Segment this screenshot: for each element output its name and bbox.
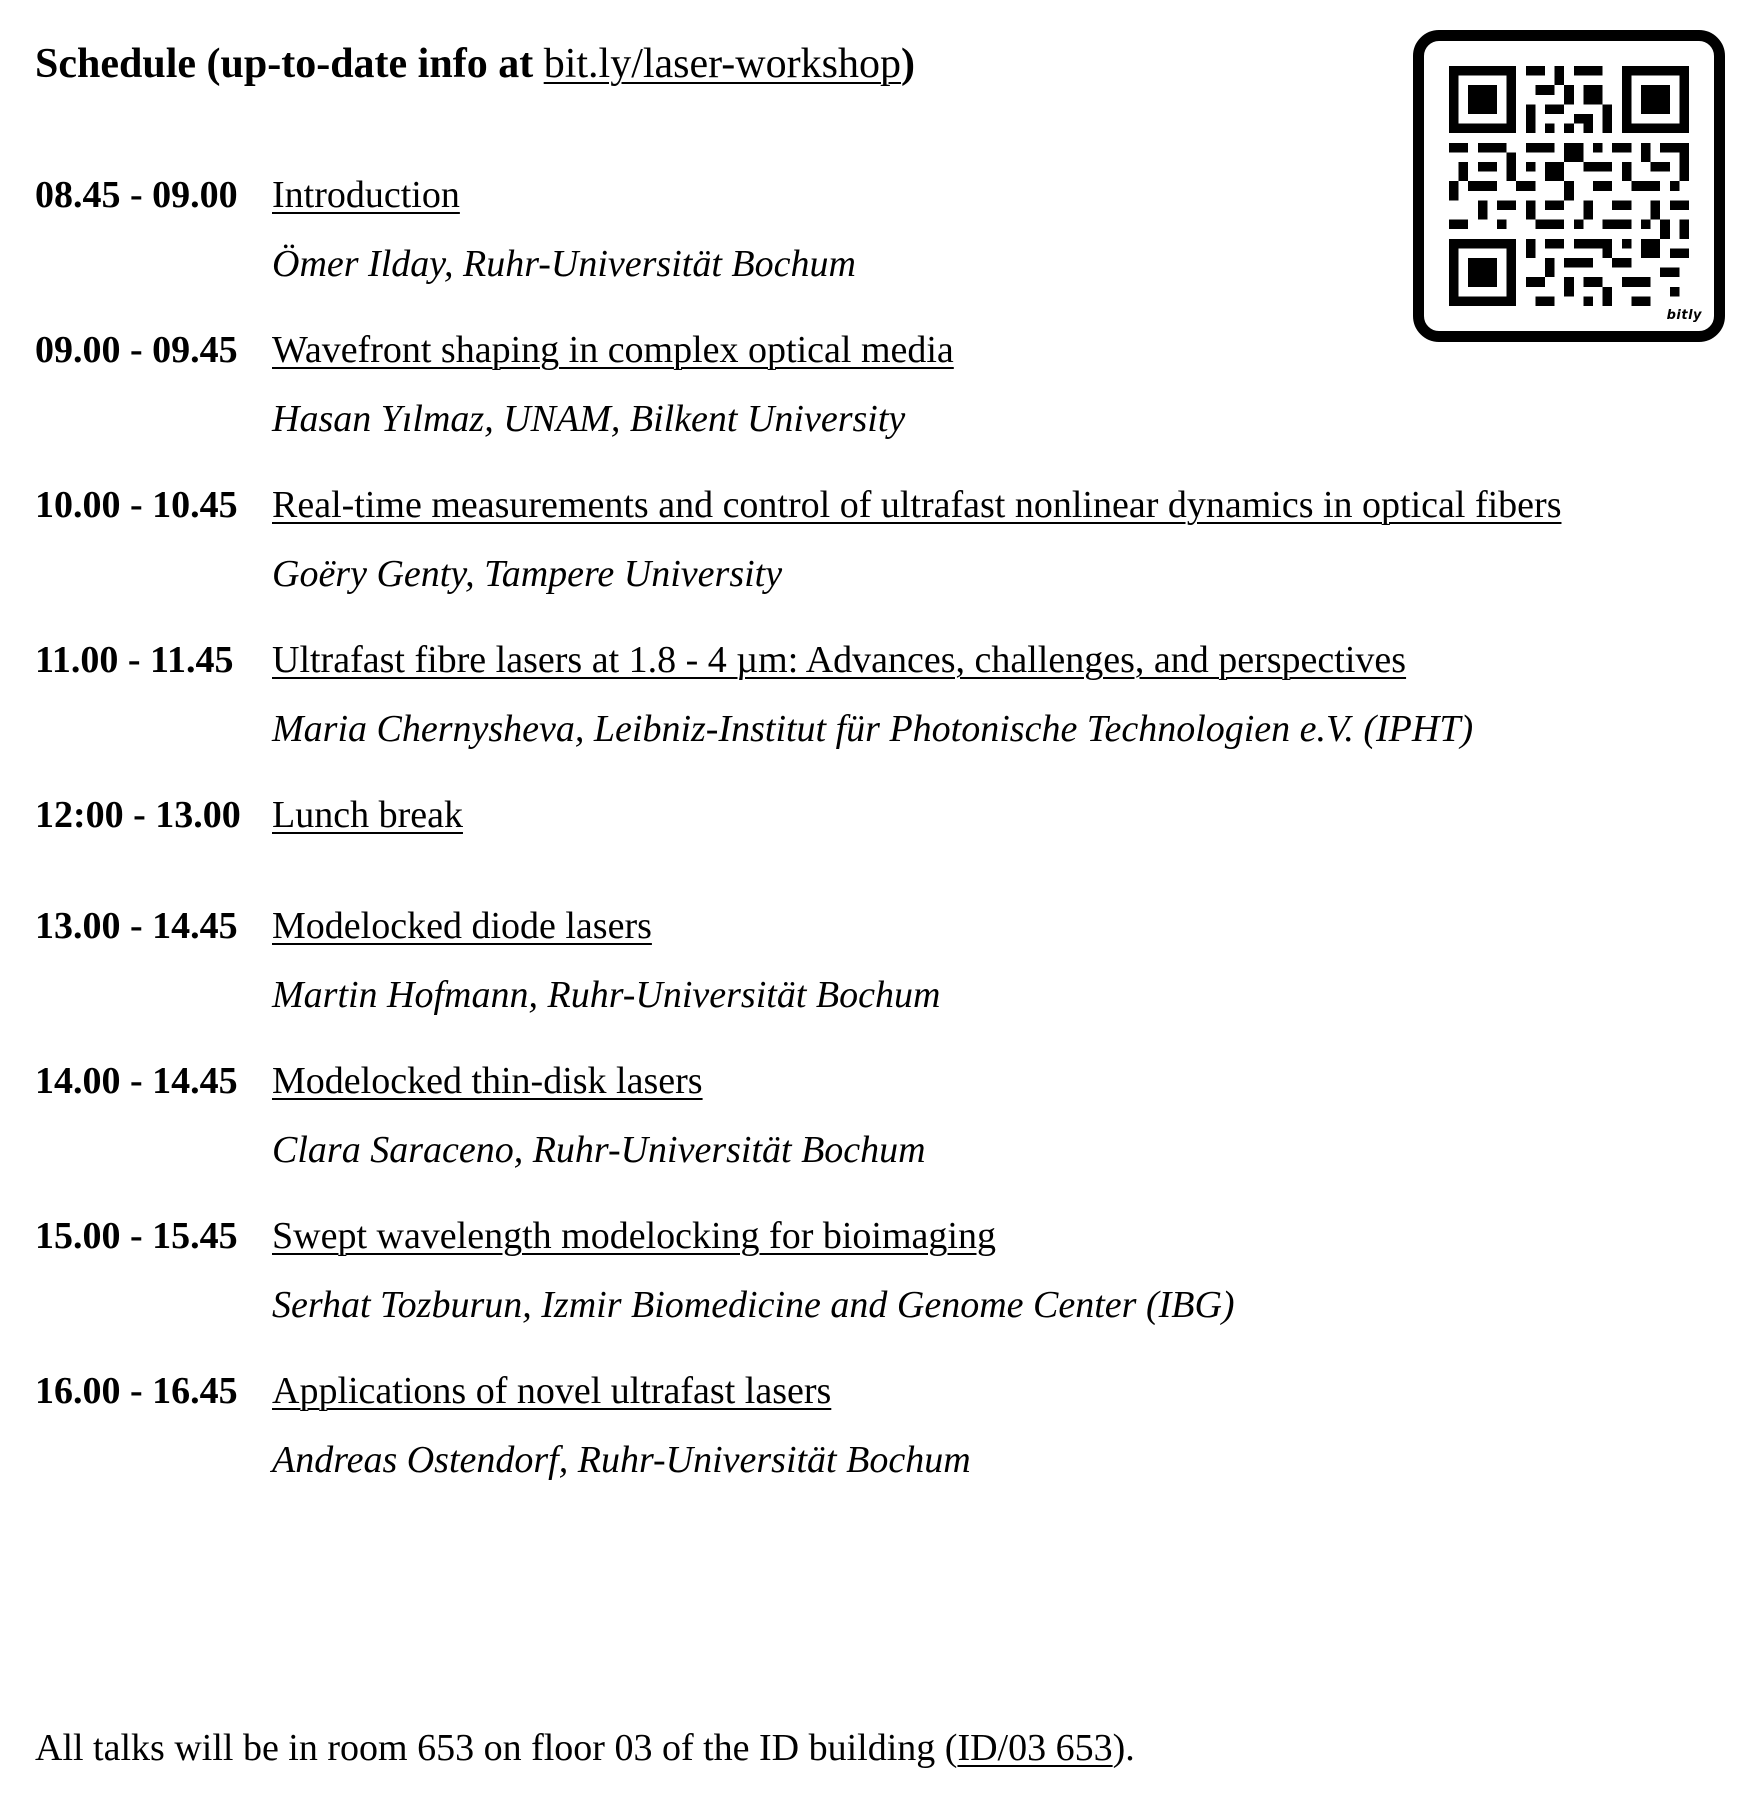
session-title-link[interactable]: Ultrafast fibre lasers at 1.8 - 4 µm: Advances, challenges, and perspectives: [272, 639, 1407, 681]
session-time: 12:00 - 13.00: [35, 794, 241, 836]
session-speaker: Clara Saraceno, Ruhr-Universität Bochum: [272, 1129, 926, 1171]
page-title: [35, 36, 915, 92]
session-time: 09.00 - 09.45: [35, 329, 238, 371]
session-title-link[interactable]: Wavefront shaping in complex optical media: [272, 329, 954, 371]
session-speaker: Hasan Yılmaz, UNAM, Bilkent University: [272, 398, 906, 440]
room-link[interactable]: ID/03 653: [957, 1727, 1113, 1769]
workshop-link[interactable]: bit.ly/laser-workshop: [543, 41, 901, 87]
session-speaker: Andreas Ostendorf, Ruhr-Universität Bochum: [272, 1439, 971, 1481]
session-title-link[interactable]: Modelocked thin-disk lasers: [272, 1060, 703, 1102]
session-time: 10.00 - 10.45: [35, 484, 238, 526]
session-title-link[interactable]: Applications of novel ultrafast lasers: [272, 1370, 832, 1412]
qr-code-icon: [1449, 66, 1689, 306]
room-note-prefix: All talks will be in room 653 on floor 03 of the ID building (: [35, 1727, 958, 1769]
title-prefix: Schedule (up-to-date info at: [35, 41, 544, 87]
room-note: [35, 1723, 1135, 1773]
session-title-link[interactable]: Introduction: [272, 174, 460, 216]
session-speaker: Goëry Genty, Tampere University: [272, 553, 783, 595]
session-speaker: Maria Chernysheva, Leibniz-Institut für Photonische Technologien e.V. (IPHT): [272, 708, 1474, 750]
session-title-link[interactable]: Modelocked diode lasers: [272, 905, 652, 947]
qr-code: [1413, 30, 1725, 342]
session-speaker: Ömer Ilday, Ruhr-Universität Bochum: [272, 243, 856, 285]
session-title-link[interactable]: Lunch break: [272, 794, 463, 836]
session-speaker: Martin Hofmann, Ruhr-Universität Bochum: [272, 974, 941, 1016]
session-time: 15.00 - 15.45: [35, 1215, 238, 1257]
room-note-suffix: ).: [1112, 1727, 1135, 1769]
session-speaker: Serhat Tozburun, Izmir Biomedicine and Genome Center (IBG): [272, 1284, 1235, 1326]
session-time: 13.00 - 14.45: [35, 905, 238, 947]
title-suffix: ): [900, 41, 915, 87]
session-time: 16.00 - 16.45: [35, 1370, 238, 1412]
session-time: 14.00 - 14.45: [35, 1060, 238, 1102]
session-time: 08.45 - 09.00: [35, 174, 238, 216]
qr-brand-label: bitly: [1666, 308, 1702, 323]
session-title-link[interactable]: Swept wavelength modelocking for bioimaging: [272, 1215, 996, 1257]
session-title-link[interactable]: Real-time measurements and control of ultrafast nonlinear dynamics in optical fibers: [272, 484, 1562, 526]
session-time: 11.00 - 11.45: [35, 639, 234, 681]
